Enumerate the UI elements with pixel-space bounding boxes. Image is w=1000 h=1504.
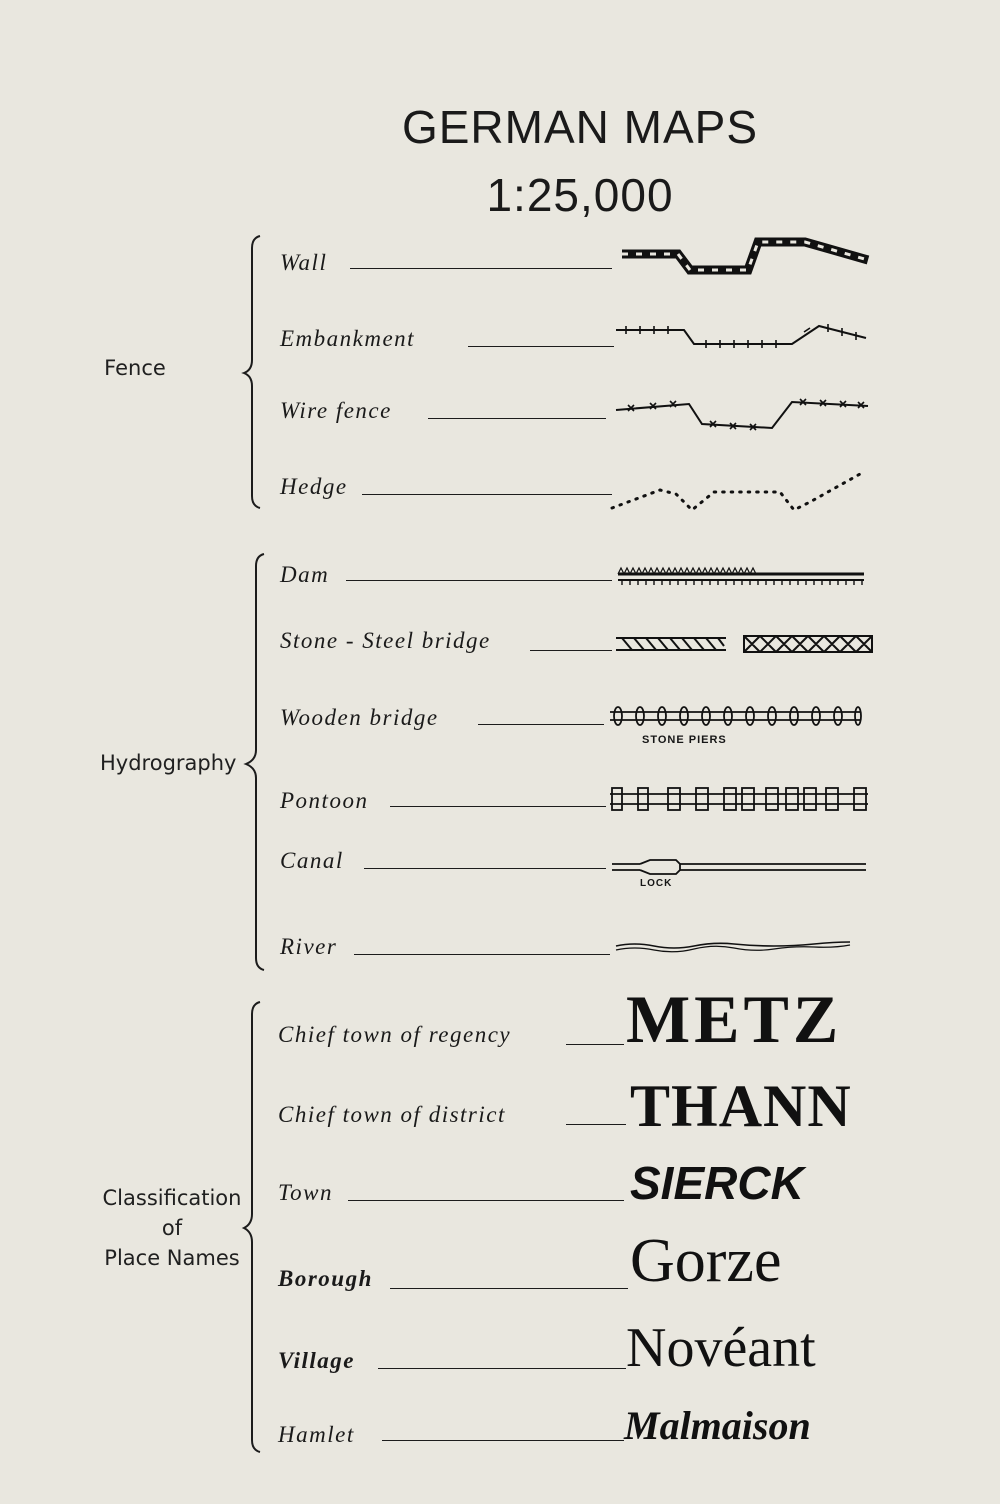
pontoon-symbol — [608, 782, 872, 816]
title-line-2: 1:25,000 — [486, 169, 674, 221]
example-noveant: Novéant — [626, 1317, 816, 1379]
group-label-places-line1: Classification — [102, 1186, 242, 1210]
group-label-fence: Fence — [104, 356, 166, 380]
row-label-stone-steel-bridge: Stone - Steel bridge — [280, 628, 491, 653]
row-label-canal: Canal — [280, 848, 344, 873]
row-label-town: Town — [278, 1180, 334, 1205]
leader-line — [566, 1124, 626, 1125]
group-label-places-line3: Place Names — [104, 1246, 240, 1270]
row-label-dam: Dam — [280, 562, 330, 587]
row-label-chief-town-district: Chief town of district — [278, 1102, 506, 1127]
row-label-chief-town-regency: Chief town of regency — [278, 1022, 512, 1047]
leader-line — [378, 1368, 626, 1369]
leader-line — [566, 1044, 624, 1045]
leader-line — [354, 954, 610, 955]
row-label-pontoon: Pontoon — [280, 788, 369, 813]
lock-note: LOCK — [640, 878, 673, 889]
river-symbol — [614, 936, 854, 956]
leader-line — [346, 580, 612, 581]
example-sierck: SIERCK — [630, 1157, 804, 1209]
row-label-hamlet: Hamlet — [278, 1422, 355, 1447]
hedge-symbol — [610, 464, 866, 516]
leader-line — [390, 1288, 628, 1289]
title-line-1: GERMAN MAPS — [401, 101, 759, 153]
row-label-wooden-bridge: Wooden bridge — [280, 705, 439, 730]
leader-line — [364, 868, 606, 869]
row-label-hedge: Hedge — [280, 474, 348, 499]
group-label-places-line2: of — [161, 1216, 183, 1240]
stone-piers-note: STONE PIERS — [642, 734, 727, 746]
leader-line — [428, 418, 606, 419]
leader-line — [468, 346, 614, 347]
row-label-river: River — [280, 934, 338, 959]
wooden-bridge-symbol — [608, 702, 864, 732]
bracket-places — [238, 1000, 268, 1456]
example-thann: THANN — [630, 1073, 852, 1139]
row-label-embankment: Embankment — [280, 326, 416, 351]
example-gorze: Gorze — [630, 1227, 782, 1295]
row-label-wire-fence: Wire fence — [280, 398, 392, 423]
bracket-hydrography — [242, 552, 272, 974]
wall-symbol — [620, 236, 870, 276]
bracket-fence — [238, 234, 268, 512]
wire-fence-symbol — [614, 390, 870, 434]
example-malmaison: Malmaison — [624, 1403, 811, 1448]
leader-line — [362, 494, 612, 495]
leader-line — [530, 650, 612, 651]
leader-line — [350, 268, 612, 269]
stone-steel-bridge-symbol — [614, 628, 876, 660]
row-label-borough: Borough — [278, 1266, 373, 1291]
leader-line — [390, 806, 606, 807]
embankment-symbol — [614, 316, 870, 356]
leader-line — [348, 1200, 624, 1201]
row-label-wall: Wall — [280, 250, 328, 275]
canal-symbol — [610, 856, 870, 880]
dam-symbol — [616, 564, 868, 588]
leader-line — [478, 724, 604, 725]
leader-line — [382, 1440, 624, 1441]
example-metz: METZ — [626, 981, 843, 1057]
row-label-village: Village — [278, 1348, 355, 1373]
group-label-hydrography: Hydrography — [100, 751, 237, 775]
